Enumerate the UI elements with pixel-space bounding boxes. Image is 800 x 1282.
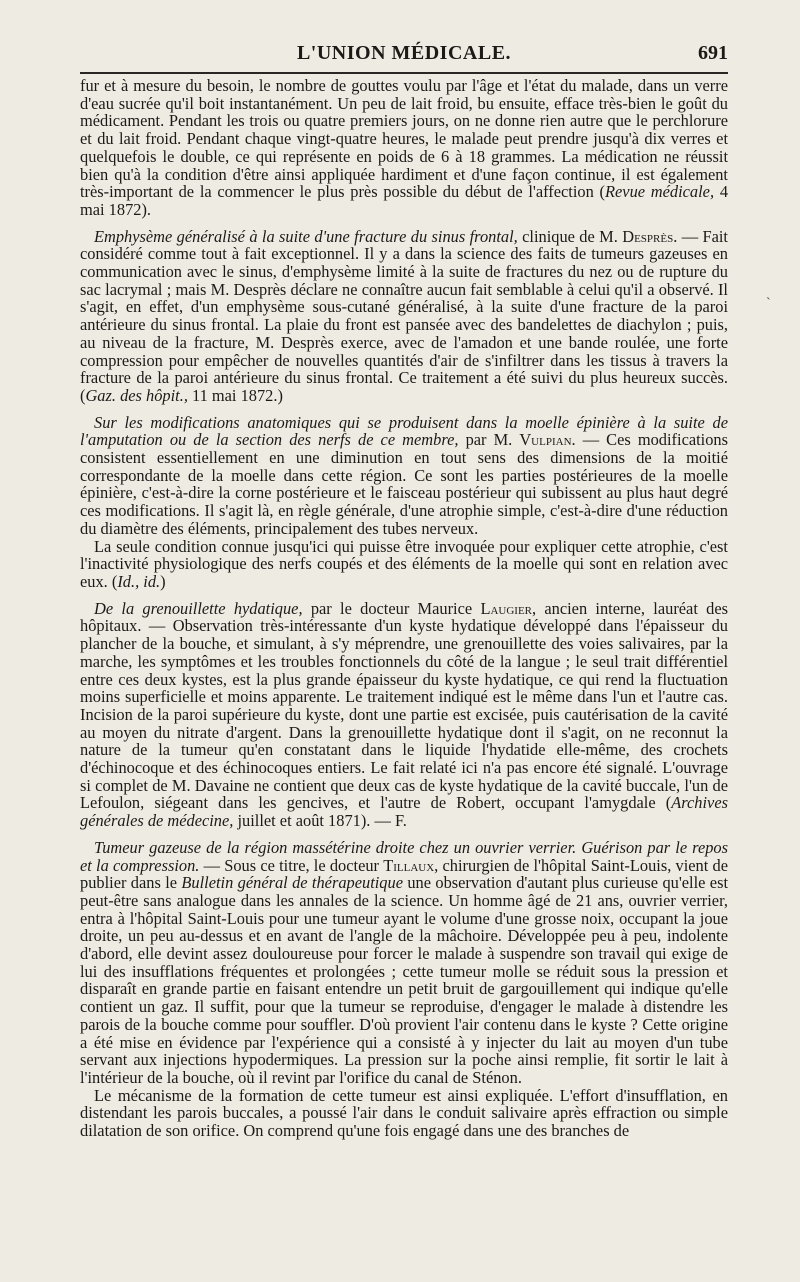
header-rule (80, 72, 728, 74)
article-body (80, 77, 728, 1140)
source-citation: Gaz. des hôpit., (85, 385, 188, 405)
source-citation: Id., id. (117, 571, 161, 591)
author-name: Tillaux, (383, 855, 439, 875)
paragraph-perchlorure: fur et à mesure du besoin, le nombre de gouttes voulu par l'âge et l'état du malade, dans un verre d'eau sucrée qu'il boit instantanément. Un peu de lait froid, bu ensuite, efface très-bien le goût du médicament. Pendant les trois ou quatre premiers jours, on ne donne rien autre que le perchlorure et du lait froid. Pendant chaque vingt-quatre heures, le malade peut prendre jusqu'à dix verres et quelquefois le double, ce qui représente en poids de 6 à 18 grammes. La médication ne réussit bien qu'à la condition d'être ainsi appliquée hardiment et d'une façon continue, il est également très-important de la commencer le plus près possible du début de l'affection (Revue médicale, 4 mai 1872). (80, 76, 729, 219)
article-title: Emphysème généralisé à la suite d'une fracture du sinus frontal, (94, 226, 518, 246)
paragraph-grenouillette: De la grenouillette hydatique, par le docteur Maurice Laugier, ancien interne, lauréat des hôpitaux. — Observation très-intéressante d'un kyste hydatique développé dans l'épaisseur du plancher de la bouche, et simulant, à s'y méprendre, une grenouillette des voies salivaires, par la marche, les symptômes et les troubles fonctionnels du côté de la langue ; le seul trait différentiel entre ces deux kystes, est la plus grande épaisseur du kyste hydatique, ce qui rend la fluctuation moins superficielle et moins apparente. Le traitement indiqué est le même dans l'un et l'autre cas. Incision de la paroi supérieure du kyste, dont une partie est excisée, puis cautérisation de la cavité au moyen du nitrate d'argent. Dans la grenouillette hydatique dont il s'agit, on ne reconnut la nature de la tumeur qu'en constatant dans le liquide l'hydatide elle-même, des crochets d'échinocoque et des échinocoques entiers. Le fait relaté ici n'a pas encore été signalé. L'ouvrage si complet de M. Davaine ne contient que deux cas de kyste hydatique de la cavité buccale, l'un de Lefoulon, siégeant dans les gencives, et l'autre de Robert, occupant l'amygdale (Archives générales de médecine, juillet et août 1871). — F. (80, 598, 729, 831)
page-header (80, 40, 728, 70)
paragraph-moelle: Sur les modifications anatomiques qui se produisent dans la moelle épinière à la suite de l'amputation ou de la section des nerfs de ce membre, par M. Vulpian. — Ces modifications consistent essentiellement en une diminution en tout sens des dimensions de la moitié correspondante de la moelle dans cette région. Ce sont les parties postérieures de la moelle épinière, c'est-à-dire la corne postérieure et le faisceau postérieur qui subissent au plus haut degré ces modifications. Il s'agit là, en règle générale, d'une atrophie simple, c'est-à-dire d'une réduction du diamètre des éléments, principalement des tubes nerveux. (80, 412, 728, 538)
margin-mark: ` (766, 296, 771, 311)
paragraph-atrophie: La seule condition connue jusqu'ici qui puisse être invoquée pour expliquer cette atrophie, c'est l'inactivité physiologique des nerfs coupés et des éléments de la moelle qui sont en relation avec eux. (Id., id.) (80, 536, 728, 591)
journal-name: Bulletin général de thérapeutique (181, 873, 403, 893)
page-number: 691 (698, 42, 728, 64)
running-title: L'UNION MÉDICALE. (296, 42, 512, 64)
paragraph-mecanisme: Le mécanisme de la formation de cette tumeur est ainsi expliquée. L'effort d'insufflation, en distendant les parois buccales, a poussé l'air dans le conduit salivaire après effraction ou simple dilatation de son orifice. On comprend qu'une fois engagé dans une des branches de (80, 1085, 728, 1141)
paragraph-emphyseme: Emphysème généralisé à la suite d'une fracture du sinus frontal, clinique de M. Desprès. — Fait considéré comme tout à fait exceptionnel. Il y a dans la science des faits de tumeurs gazeuses en communication avec le sinus, d'emphysème limité à la suite de fractures du nez ou de rupture du sac lacrymal ; mais M. Desprès déclare ne connaître aucun fait semblable à celui qu'il a observé. Il s'agit, en effet, d'un emphysème sous-cutané généralisé, à la suite d'une fracture de la paroi antérieure du sinus frontal. La plaie du front est pansée avec des bandelettes de diachylon ; puis, au niveau de la fracture, M. Desprès exerce, avec de l'amadon et une bande roulée, une forte compression pour empêcher de nouvelles quantités d'air de s'infiltrer dans les tissus à travers la fracture de la paroi antérieure du sinus frontal. Ce traitement a été suivi du plus heureux succès. (Gaz. des hôpit., 11 mai 1872.) (80, 226, 728, 405)
article-title: De la grenouillette hydatique, (94, 598, 303, 618)
author-name: Desprès. (622, 226, 678, 246)
article-title: Sur les modifications anatomiques qui se produisent dans la moelle épinière à la suite de l'amputation ou de la section des nerfs de ce membre, (80, 412, 728, 450)
article-title: Tumeur gazeuse de la région massétérine droite chez un ouvrier verrier. Guérison par le repos et la compression. (80, 837, 728, 875)
paragraph-tumeur-gazeuse: Tumeur gazeuse de la région massétérine droite chez un ouvrier verrier. Guérison par le repos et la compression. — Sous ce titre, le docteur Tillaux, chirurgien de l'hôpital Saint-Louis, vient de publier dans le Bulletin général de thérapeutique une observation d'autant plus curieuse qu'elle est peut-être sans analogue dans les annales de la science. Un homme âgé de 21 ans, ouvrier verrier, entra à l'hôpital Saint-Louis pour une tumeur ayant le volume d'une grosse noix, occupant la joue droite, un peu au-dessus et en avant de l'angle de la mâchoire. Développée peu à peu, indolente d'abord, elle devint assez douloureuse pour forcer le malade à suspendre son travail qui exige de lui des insufflations fréquentes et prolongées ; cette tumeur molle se réduit sous la pression et disparaît en grande partie en faisant entendre un petit bruit de gargouillement qui indique qu'elle contient un gaz. Il suffit, pour que la tumeur se reproduise, d'engager le malade à distendre les parois de la bouche comme pour souffler. D'où provient l'air contenu dans le kyste ? Cette origine a été mise en évidence par l'expérience qui a consisté à y injecter du lait au moyen d'un tube servant aux injections hypodermiques. La pression sur la poche ainsi remplie, fit sortir le lait à l'intérieur de la bouche, où il revint par l'orifice du canal de Sténon. (80, 837, 729, 1087)
author-name: Laugier, (480, 598, 537, 618)
source-citation: Archives générales de médecine, (80, 793, 728, 831)
author-name: Vulpian. (519, 430, 576, 450)
source-citation: Revue médicale, (605, 182, 715, 202)
